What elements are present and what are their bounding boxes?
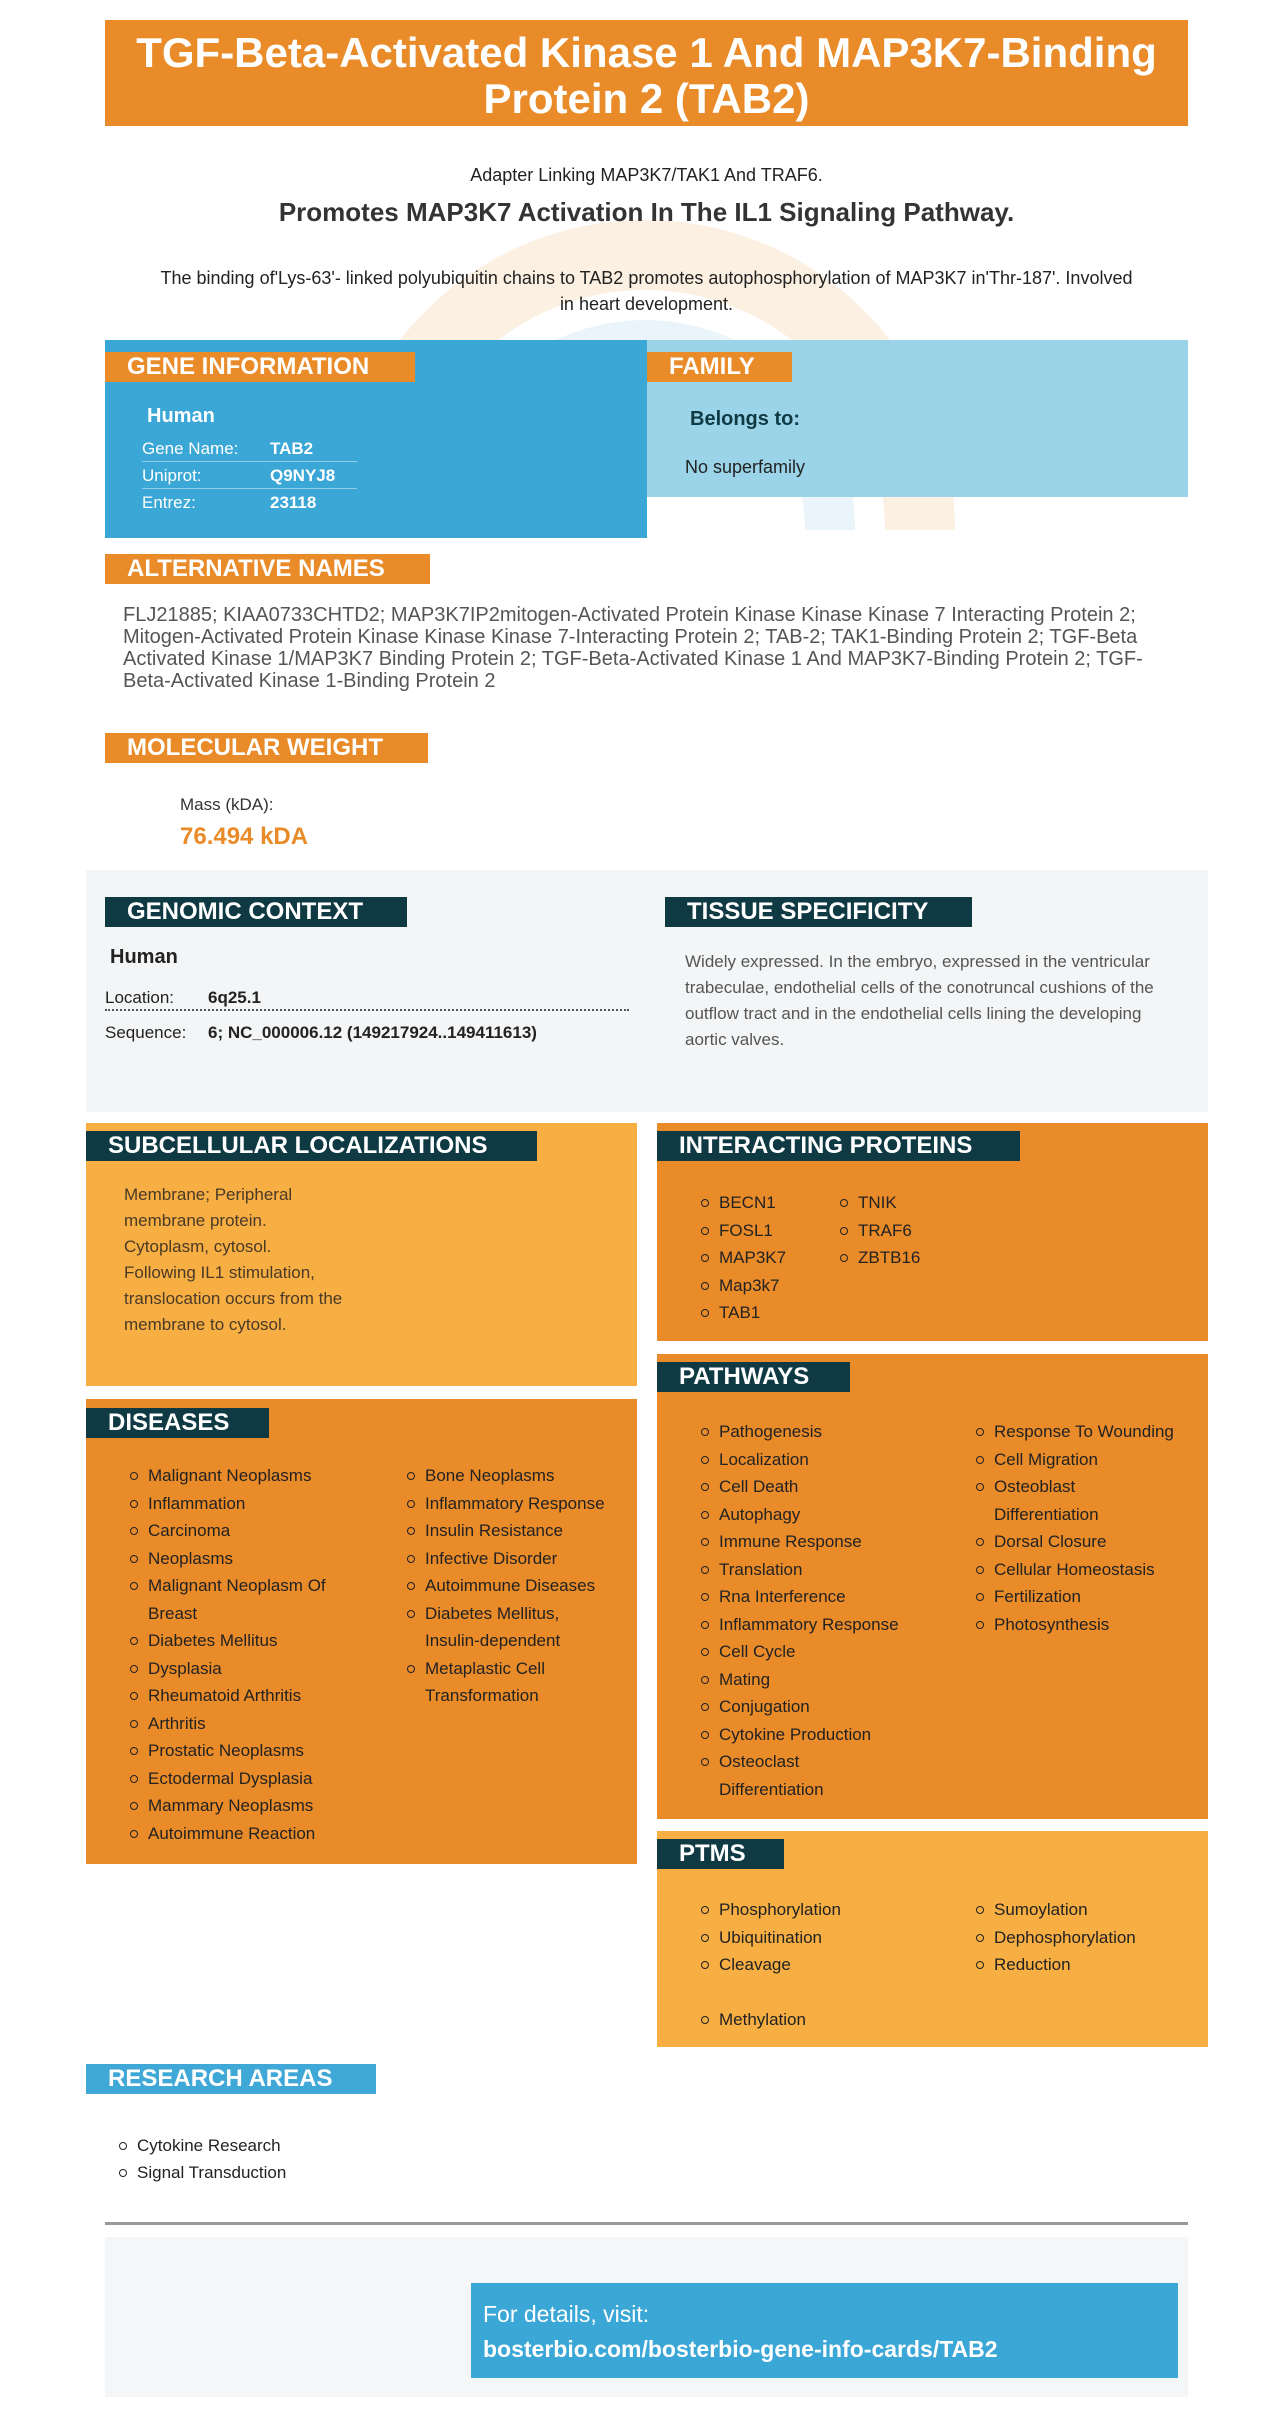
list-item: Immune Response [701,1528,931,1556]
subcellular-text: Membrane; Peripheral membrane protein. Cytoplasm, cytosol. Following IL1 stimulation, translocation occurs from the membrane to cytosol. [124,1185,343,1334]
list-item: Dorsal Closure [976,1528,1201,1556]
list-item: Fertilization [976,1583,1201,1611]
ptms-list-col1 [701,1896,931,1979]
ptms-list-extra [701,2006,931,2034]
interacting-proteins-heading: INTERACTING PROTEINS [657,1131,1020,1161]
list-item: Neoplasms [130,1545,370,1573]
list-item: Diabetes Mellitus, Insulin-dependent [407,1600,607,1655]
list-item: Osteoblast Differentiation [976,1473,1126,1528]
list-item: Malignant Neoplasms [130,1462,370,1490]
list-item: Response To Wounding [976,1418,1201,1446]
list-item: Dysplasia [130,1655,370,1683]
interacting-proteins-col2 [840,1189,960,1272]
diseases-heading: DISEASES [86,1408,269,1438]
uniprot-row [142,462,357,489]
location-label: Location: [105,988,174,1007]
details-link-box[interactable] [471,2283,1178,2378]
entrez-value: 23118 [270,493,317,512]
list-item: BECN1 [701,1189,811,1217]
list-item: FOSL1 [701,1217,811,1245]
list-item: Rna Interference [701,1583,931,1611]
alternative-names-heading: ALTERNATIVE NAMES [105,554,430,584]
list-item: Sumoylation [976,1896,1201,1924]
list-item: Cell Migration [976,1446,1201,1474]
list-item: Localization [701,1446,931,1474]
pathways-heading: PATHWAYS [657,1362,850,1392]
list-item: Cytokine Research [119,2132,419,2159]
tissue-specificity-text: Widely expressed. In the embryo, expressed in the ventricular trabeculae, endothelial cells of the conotruncal cushions of the outflow tract and in the endothelial cells lining the developing aortic valves. [685,952,1154,1049]
ptms-list-col2 [976,1896,1201,1979]
molecular-weight-heading: MOLECULAR WEIGHT [105,733,428,763]
list-item: TNIK [840,1189,960,1217]
location-value: 6q25.1 [208,988,261,1007]
list-item: Malignant Neoplasm Of Breast [130,1572,370,1627]
protein-description: The binding of'Lys-63'- linked polyubiquitin chains to TAB2 promotes autophosphorylation of MAP3K7 in'Thr-187'. Involved in heart development. [160,268,1133,314]
footer-divider [105,2222,1188,2225]
gene-organism: Human [147,405,215,427]
sequence-value: 6; NC_000006.12 (149217924..149411613) [208,1023,537,1042]
list-item: Osteoclast Differentiation [701,1748,861,1803]
list-item: ZBTB16 [840,1244,960,1272]
list-item: Autophagy [701,1501,931,1529]
list-item: Cell Death [701,1473,931,1501]
list-item: Insulin Resistance [407,1517,632,1545]
list-item: Carcinoma [130,1517,370,1545]
list-item: MAP3K7 [701,1244,811,1272]
list-item: Conjugation [701,1693,931,1721]
alternative-names-text: FLJ21885; KIAA0733CHTD2; MAP3K7IP2mitogen-Activated Protein Kinase Kinase Kinase 7 Interacting Protein 2; Mitogen-Activated Protein Kinase Kinase Kinase 7-Interacting Protein 2; TAB-2; TAK1-Binding Protein 2; TGF-Beta Activated Kinase 1/MAP3K7 Binding Protein 2; TGF-Beta-Activated Kinase 1 And MAP3K7-Binding Protein 2; TGF-Beta-Activated Kinase 1-Binding Protein 2 [123,604,1143,692]
list-item: Translation [701,1556,931,1584]
list-item: Bone Neoplasms [407,1462,632,1490]
gene-name-value: TAB2 [270,439,314,458]
list-item: Prostatic Neoplasms [130,1737,370,1765]
details-url-link[interactable]: bosterbio.com/bosterbio-gene-info-cards/TAB2 [483,2336,998,2362]
list-item: TAB1 [701,1299,811,1327]
details-prompt: For details, visit: [483,2301,650,2327]
mass-value: 76.494 kDA [180,823,309,850]
gene-name-row [142,435,357,462]
list-item: Autoimmune Diseases [407,1572,632,1600]
entrez-label: Entrez: [142,493,196,512]
gene-information-panel [105,340,647,538]
list-item: Inflammation [130,1490,370,1518]
gene-information-heading: GENE INFORMATION [105,352,415,382]
list-item: Mating [701,1666,931,1694]
uniprot-value: Q9NYJ8 [270,466,336,485]
pathways-list-col2 [976,1418,1201,1638]
mass-label: Mass (kDA): [180,795,274,814]
list-item: Map3k7 [701,1272,811,1300]
ptms-heading: PTMS [657,1839,784,1869]
page-title: TGF-Beta-Activated Kinase 1 And MAP3K7-Binding Protein 2 (TAB2) [105,20,1188,126]
list-item: Cytokine Production [701,1721,931,1749]
pathways-list-col1 [701,1418,931,1803]
list-item: Inflammatory Response [407,1490,632,1518]
family-heading: FAMILY [647,352,792,382]
list-item: Phosphorylation [701,1896,931,1924]
list-item: Cell Cycle [701,1638,931,1666]
family-value: No superfamily [685,457,806,477]
interacting-proteins-col1 [701,1189,811,1327]
family-panel [647,340,1188,497]
list-item: Ectodermal Dysplasia [130,1765,370,1793]
list-item: Inflammatory Response [701,1611,931,1639]
list-item: Dephosphorylation [976,1924,1201,1952]
list-item: Methylation [701,2006,931,2034]
list-item: Cleavage [701,1951,931,1979]
list-item: Mammary Neoplasms [130,1792,370,1820]
genomic-context-heading: GENOMIC CONTEXT [105,897,407,927]
family-belongs-label: Belongs to: [690,408,800,430]
entrez-row [142,489,357,516]
list-item: TRAF6 [840,1217,960,1245]
list-item: Photosynthesis [976,1611,1201,1639]
list-item: Metaplastic Cell Transformation [407,1655,587,1710]
diseases-list-col2 [407,1462,632,1710]
protein-function-headline: Promotes MAP3K7 Activation In The IL1 Signaling Pathway. [278,197,1015,227]
list-item: Rheumatoid Arthritis [130,1682,370,1710]
location-row [105,985,629,1011]
list-item: Diabetes Mellitus [130,1627,370,1655]
list-item: Cellular Homeostasis [976,1556,1201,1584]
uniprot-label: Uniprot: [142,466,202,485]
list-item: Pathogenesis [701,1418,931,1446]
protein-function-summary: Adapter Linking MAP3K7/TAK1 And TRAF6. [470,165,823,185]
research-areas-heading: RESEARCH AREAS [86,2064,376,2094]
list-item: Arthritis [130,1710,370,1738]
list-item: Reduction [976,1951,1201,1979]
subcellular-heading: SUBCELLULAR LOCALIZATIONS [86,1131,537,1161]
sequence-label: Sequence: [105,1023,187,1042]
list-item: Infective Disorder [407,1545,632,1573]
research-areas-list [119,2132,419,2186]
list-item: Autoimmune Reaction [130,1820,370,1848]
diseases-list-col1 [130,1462,370,1847]
list-item: Signal Transduction [119,2159,419,2186]
tissue-specificity-heading: TISSUE SPECIFICITY [665,897,972,927]
sequence-row [105,1020,629,1046]
genomic-organism: Human [110,946,178,968]
list-item: Ubiquitination [701,1924,931,1952]
gene-name-label: Gene Name: [142,439,239,458]
